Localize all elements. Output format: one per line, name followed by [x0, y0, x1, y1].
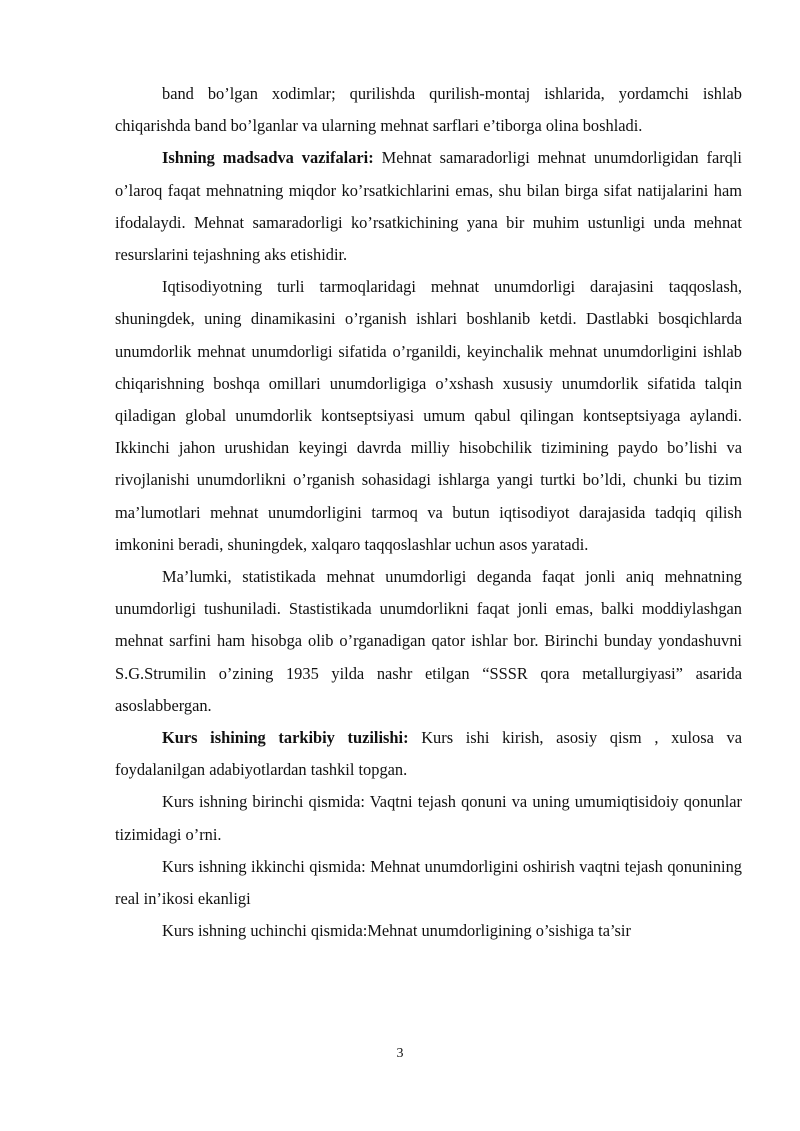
paragraph-productivity — [115, 271, 742, 561]
paragraph-part-one — [115, 786, 742, 850]
paragraph-text: Kurs ishning birinchi qismida: Vaqtni tejash qonuni va uning umumiqtisidoiy qonunlar tizimidagi o’rni. — [115, 792, 742, 844]
paragraph-lead: Kurs ishining tarkibiy tuzilishi: — [162, 728, 409, 748]
paragraph-text: band bo’lgan xodimlar; qurilishda qurilish-montaj ishlarida, yordamchi ishlab chiqarishda band bo’lganlar va ularning mehnat sarflari e’tiborga olina boshladi. — [115, 84, 742, 136]
paragraph-goals — [115, 142, 742, 271]
paragraph-part-three — [115, 915, 742, 947]
paragraph-text: Mehnat samaradorligi mehnat unumdorligidan farqli o’laroq faqat mehnatning miqdor ko’rsatkichlarini emas, shu bilan birga sifat natijalarini ham ifodalaydi. Mehnat samaradorligi ko’rsatkichining yana bir muhim ustunligi unda mehnat resurslarini tejashning aks etishidir. — [115, 148, 742, 265]
paragraph-text: Kurs ishning ikkinchi qismida: Mehnat unumdorligini oshirish vaqtni tejash qonunining real in’ikosi ekanligi — [115, 856, 742, 909]
paragraph-part-two — [115, 851, 742, 915]
paragraph-text: Iqtisodiyotning turli tarmoqlaridagi mehnat unumdorligi darajasini taqqoslash, shuningdek, uning dinamikasini o’rganish ishlari boshlanib ketdi. Dastlabki bosqichlarda unumdorlik mehnat unumdorligi sifatida o’rganildi, keyinchalik mehnat unumdorligini ishlab chiqarishning boshqa omillari unumdorligiga o’xshash xususiy unumdorlik sifatida talqin qiladigan global unumdorlik kontseptsiyasi umum qabul qilingan kontseptsiyaga aylandi. Ikkinchi jahon urushidan keyingi davrda milliy hisobchilik tizimining paydo bo’lishi va rivojlanishi unumdorlikni o’rganish sohasidagi ishlarga yangi turtki bo’ldi, chunki bu tizim ma’lumotlari mehnat unumdorligini tarmoq va butun iqtisodiyot darajasida tadqiq qilish imkonini beradi, shuningdek, xalqaro taqqoslashlar uchun asos yaratadi. — [115, 277, 742, 554]
paragraph-statistics — [115, 561, 742, 722]
paragraph-continuation — [115, 78, 742, 142]
paragraph-text: Kurs ishi kirish, asosiy qism , xulosa va foydalanilgan adabiyotlardan tashkil topgan. — [115, 728, 743, 780]
paragraph-lead: Ishning madsadva vazifalari: — [162, 148, 374, 168]
body-text — [115, 78, 742, 947]
paragraph-text: Kurs ishning uchinchi qismida:Mehnat unumdorligining o’sishiga ta’sir — [162, 921, 631, 941]
paragraph-text: Ma’lumki, statistikada mehnat unumdorligi deganda faqat jonli aniq mehnatning unumdorligi tushuniladi. Stastistikada unumdorlikni faqat jonli emas, balki moddiylashgan mehnat sarfini ham hisobga olib o’rganadigan qator ishlar bor. Birinchi bunday yondashuvni S.G.Strumilin o’zining 1935 yilda nashr etilgan “SSSR qora metallurgiyasi” asarida asoslabbergan. — [115, 567, 742, 715]
page-number: 3 — [396, 1046, 404, 1061]
paragraph-structure — [115, 722, 742, 786]
